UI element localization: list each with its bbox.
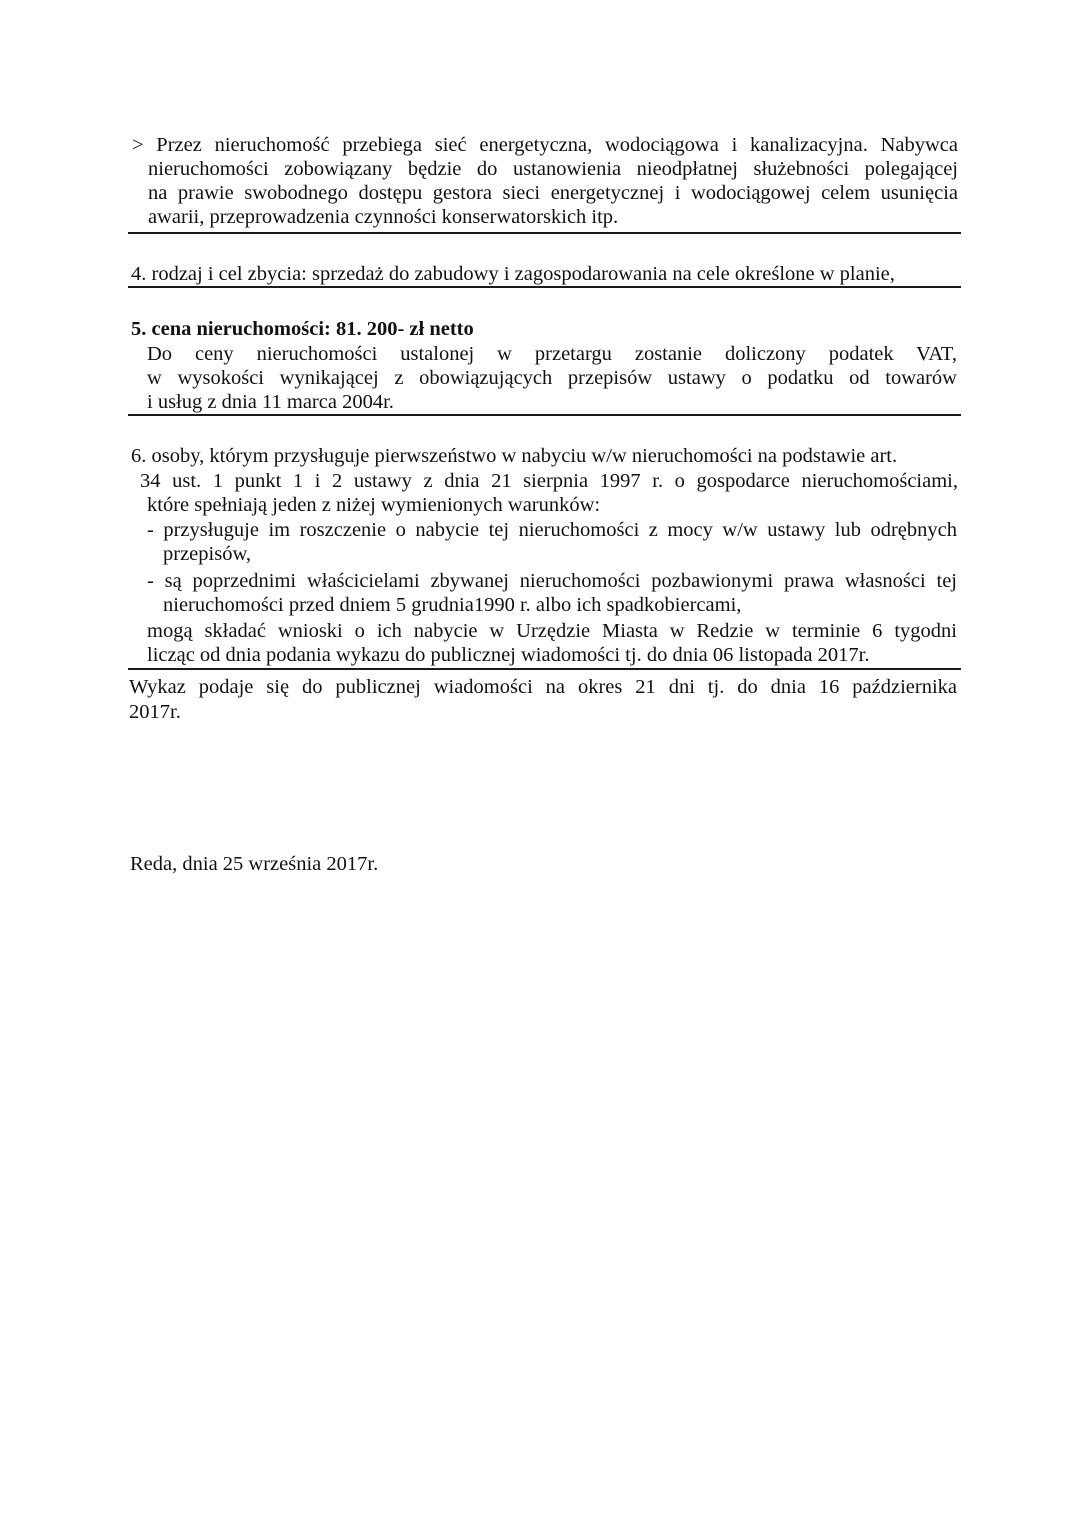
section-6-line: które spełniają jeden z niżej wymienionych warunków:	[147, 494, 601, 516]
publication-line: 2017r.	[129, 701, 181, 723]
place-date: Reda, dnia 25 września 2017r.	[130, 853, 379, 875]
section-5-line: Do ceny nieruchomości ustalonej w przetargu zostanie doliczony podatek VAT,	[147, 343, 957, 365]
section-divider	[128, 668, 961, 670]
section-6-line: przepisów,	[163, 543, 252, 565]
section-divider	[128, 414, 961, 416]
section-4-text: 4. rodzaj i cel zbycia: sprzedaż do zabudowy i zagospodarowania na cele określone w planie,	[131, 263, 895, 285]
section-5-heading: 5. cena nieruchomości: 81. 200- zł netto	[131, 318, 474, 340]
section-6-line: 6. osoby, którym przysługuje pierwszeństwo w nabyciu w/w nieruchomości na podstawie art.	[131, 445, 898, 467]
section-6-line: 34 ust. 1 punkt 1 i 2 ustawy z dnia 21 sierpnia 1997 r. o gospodarce nieruchomościami,	[140, 470, 958, 492]
easement-line: > Przez nieruchomość przebiega sieć energetyczna, wodociągowa i kanalizacyjna. Nabywca	[132, 134, 958, 156]
section-5-line: w wysokości wynikającej z obowiązujących przepisów ustawy o podatku od towarów	[147, 367, 957, 389]
easement-line: nieruchomości zobowiązany będzie do ustanowienia nieodpłatnej służebności polegającej	[148, 158, 958, 180]
section-6-line: mogą składać wnioski o ich nabycie w Urzędzie Miasta w Redzie w terminie 6 tygodni	[147, 620, 957, 642]
easement-line: na prawie swobodnego dostępu gestora sieci energetycznej i wodociągowej celem usunięcia	[148, 182, 958, 204]
section-6-line: - są poprzednimi właścicielami zbywanej nieruchomości pozbawionymi prawa własności tej	[147, 570, 957, 592]
section-5-line: i usług z dnia 11 marca 2004r.	[147, 391, 394, 413]
publication-line: Wykaz podaje się do publicznej wiadomości na okres 21 dni tj. do dnia 16 października	[129, 676, 957, 698]
section-divider	[128, 232, 961, 234]
section-6-line: nieruchomości przed dniem 5 grudnia1990 r. albo ich spadkobiercami,	[163, 594, 742, 616]
section-6-line: - przysługuje im roszczenie o nabycie tej nieruchomości z mocy w/w ustawy lub odrębnych	[147, 519, 957, 541]
section-6-line: licząc od dnia podania wykazu do publicznej wiadomości tj. do dnia 06 listopada 2017r.	[147, 644, 870, 666]
easement-line: awarii, przeprowadzenia czynności konserwatorskich itp.	[148, 206, 619, 228]
section-divider	[128, 286, 961, 288]
